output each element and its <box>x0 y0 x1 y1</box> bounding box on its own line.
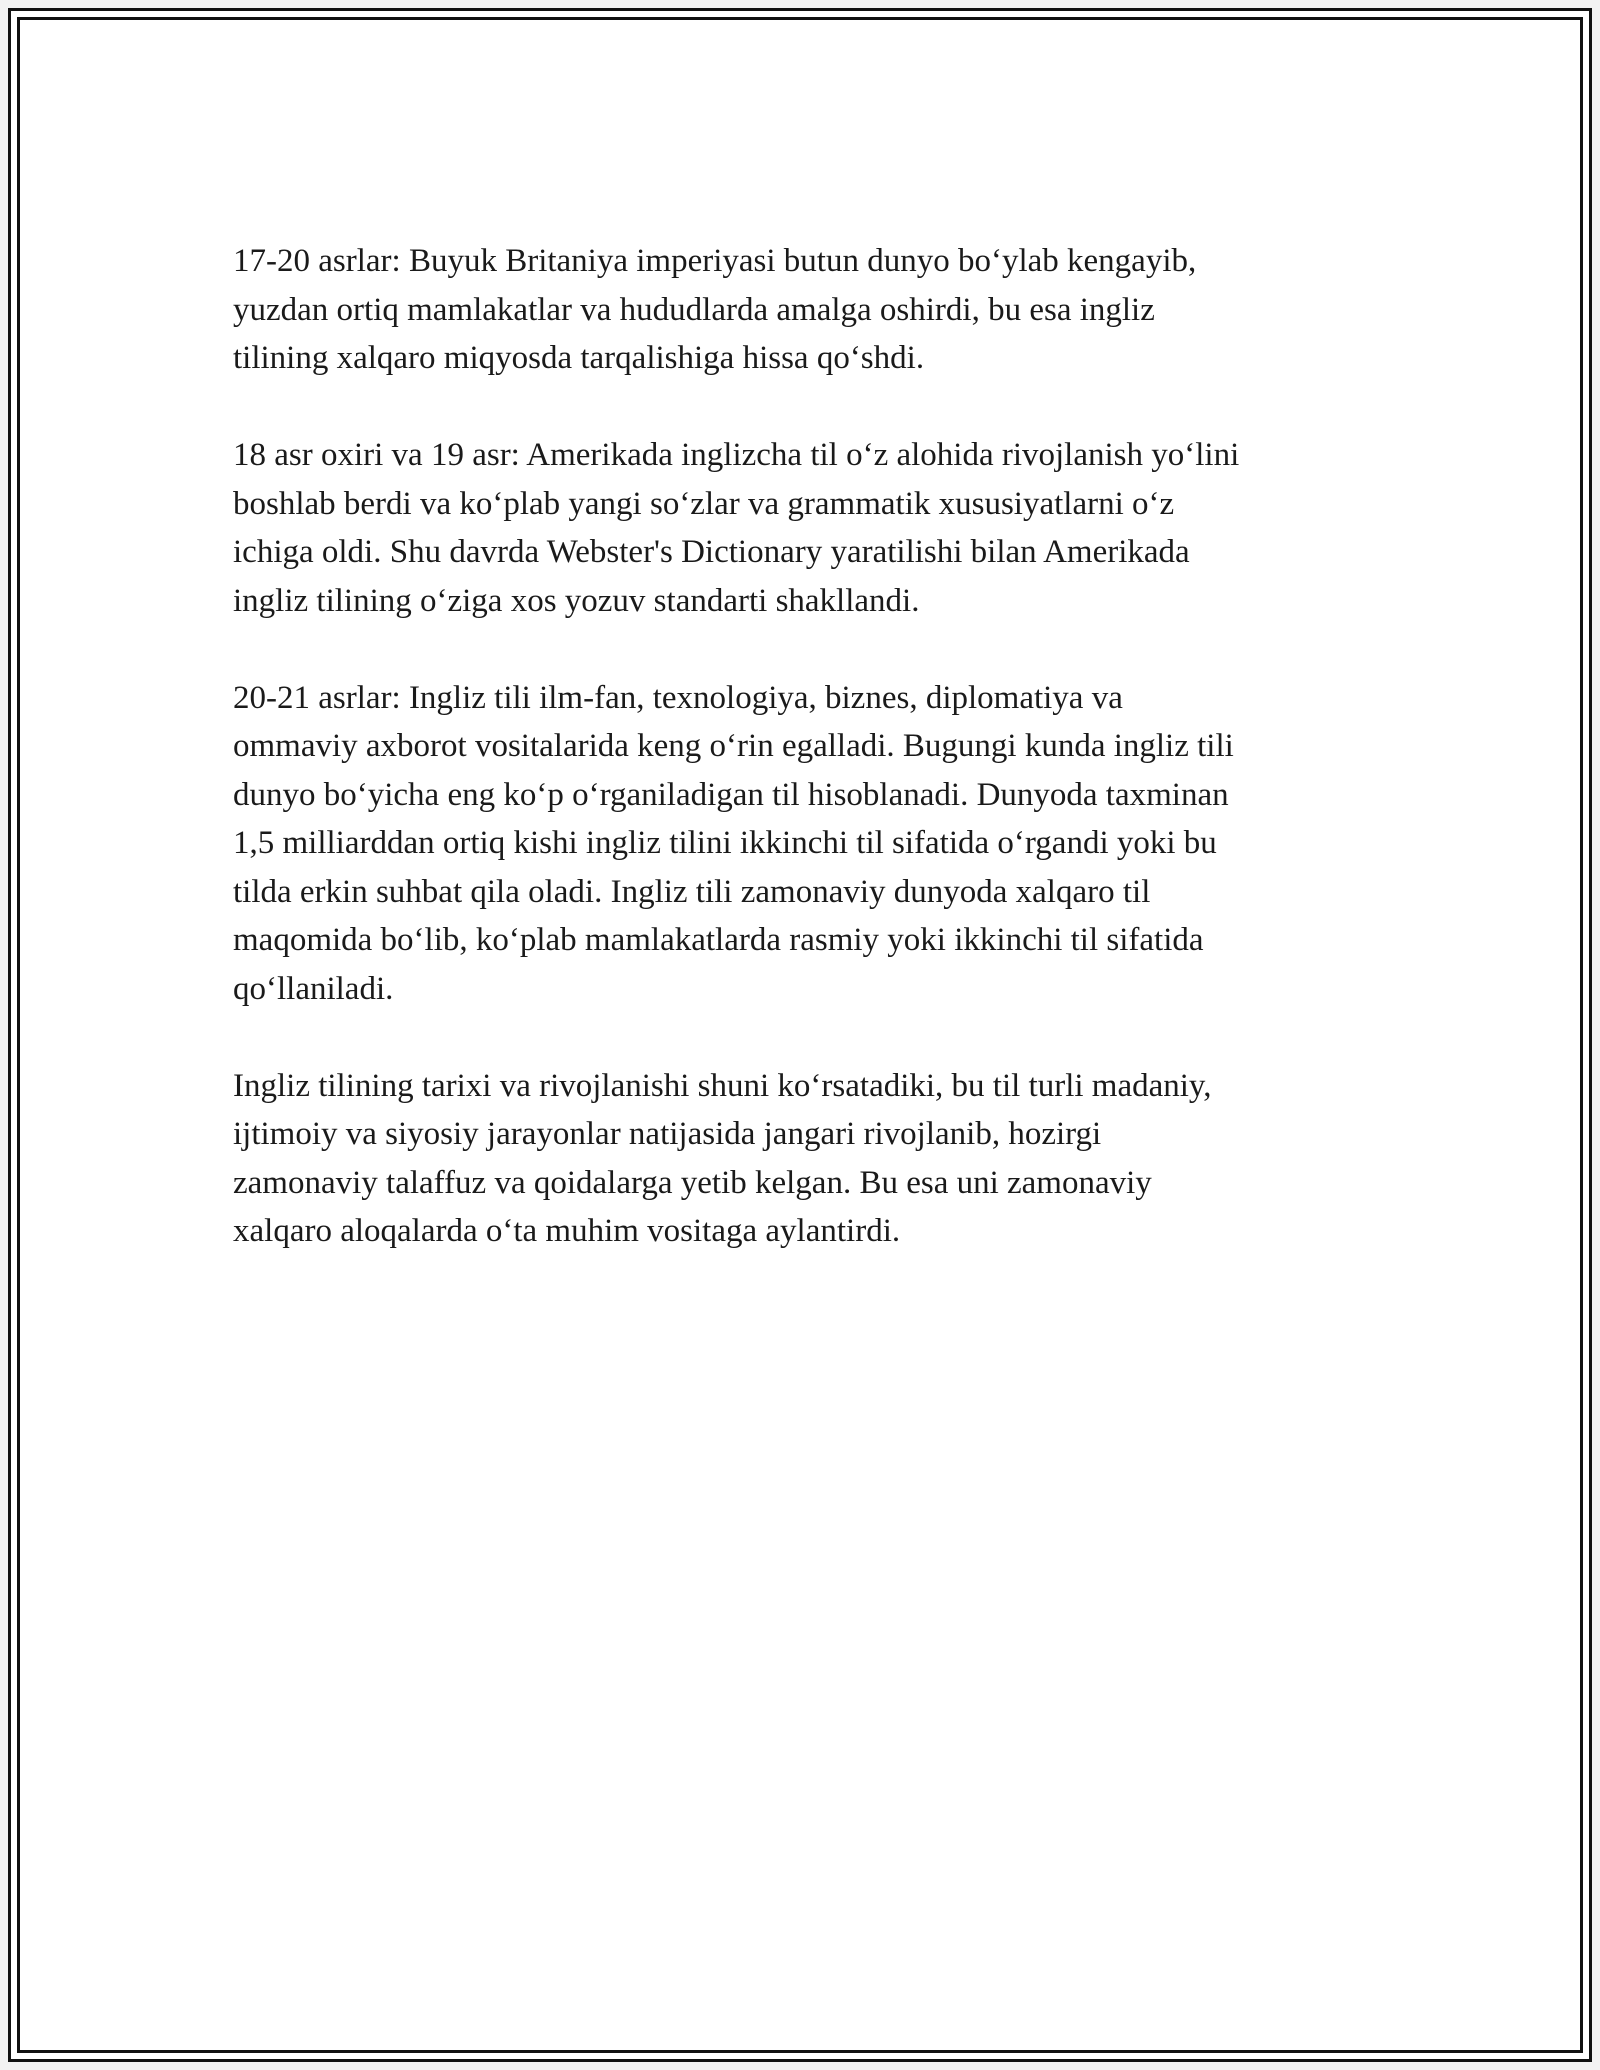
text-line: 1,5 milliarddan ortiq kishi ingliz tilini ikkinchi til sifatida o‘rgandi yoki bu <box>233 825 1217 861</box>
paragraph-conclusion <box>233 1062 1413 1256</box>
text-line: ommaviy axborot vositalarida keng o‘rin egalladi. Bugungi kunda ingliz tili <box>233 728 1234 764</box>
text-line: 17-20 asrlar: Buyuk Britaniya imperiyasi butun dunyo bo‘ylab kengayib, <box>233 243 1197 279</box>
paragraph-20-21-asrlar <box>233 674 1413 1014</box>
paragraph-18-19-asr <box>233 431 1413 625</box>
text-line: boshlab berdi va ko‘plab yangi so‘zlar va grammatik xususiyatlarni o‘z <box>233 485 1175 522</box>
text-line: tilining xalqaro miqyosda tarqalishiga hissa qo‘shdi. <box>233 340 925 376</box>
text-line: ijtimoiy va siyosiy jarayonlar natijasida jangari rivojlanib, hozirgi <box>233 1116 1102 1152</box>
text-line: dunyo bo‘yicha eng ko‘p o‘rganiladigan til hisoblanadi. Dunyoda taxminan <box>233 776 1229 813</box>
text-line: qo‘llaniladi. <box>233 970 394 1007</box>
text-line: yuzdan ortiq mamlakatlar va hududlarda amalga oshirdi, bu esa ingliz <box>233 291 1155 328</box>
text-line: xalqaro aloqalarda o‘ta muhim vositaga aylantirdi. <box>233 1213 901 1249</box>
document-body <box>233 237 1413 1304</box>
text-line: 20-21 asrlar: Ingliz tili ilm-fan, texnologiya, biznes, diplomatiya va <box>233 679 1123 716</box>
text-line: zamonaviy talaffuz va qoidalarga yetib kelgan. Bu esa uni zamonaviy <box>233 1164 1152 1201</box>
paragraph-17-20-asrlar <box>233 237 1413 383</box>
text-line: ingliz tilining o‘ziga xos yozuv standarti shakllandi. <box>233 582 920 619</box>
text-line: Ingliz tilining tarixi va rivojlanishi shuni ko‘rsatadiki, bu til turli madaniy, <box>233 1067 1212 1104</box>
text-line: 18 asr oxiri va 19 asr: Amerikada inglizcha til o‘z alohida rivojlanish yo‘lini <box>233 437 1240 473</box>
text-line: maqomida bo‘lib, ko‘plab mamlakatlarda rasmiy yoki ikkinchi til sifatida <box>233 922 1204 958</box>
text-line: ichiga oldi. Shu davrda Webster's Dictionary yaratilishi bilan Amerikada <box>233 534 1190 570</box>
text-line: tilda erkin suhbat qila oladi. Ingliz tili zamonaviy dunyoda xalqaro til <box>233 873 1151 910</box>
document-page <box>8 8 1592 2062</box>
